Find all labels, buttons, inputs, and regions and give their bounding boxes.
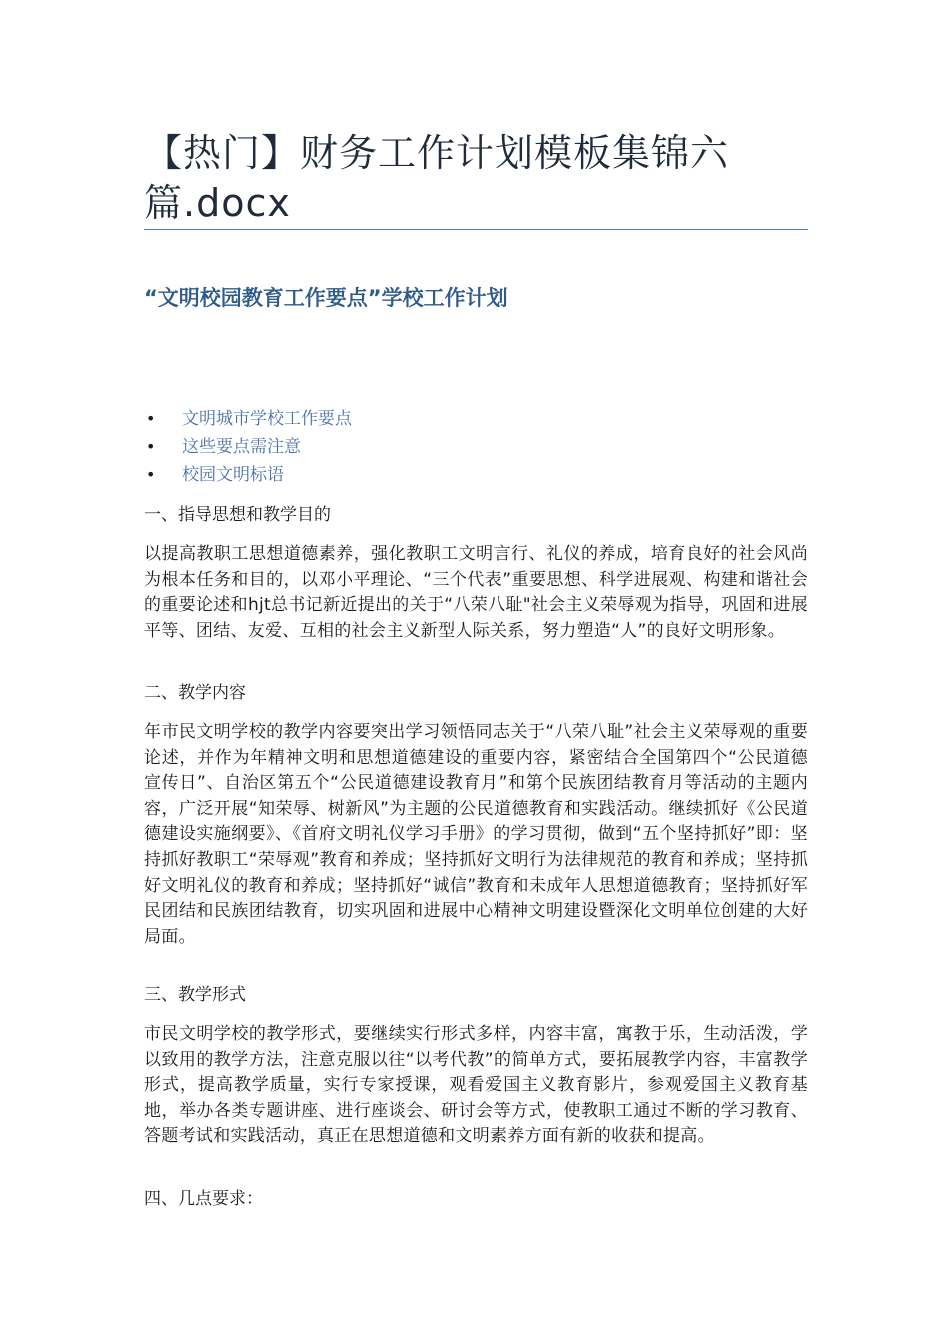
document-subtitle: “文明校园教育工作要点”学校工作计划: [144, 286, 508, 310]
list-item: [144, 461, 352, 489]
section-requirements: [144, 1186, 808, 1212]
document-title: 【热门】财务工作计划模板集锦六篇.docx: [144, 131, 730, 225]
bullet-icon: •: [146, 409, 156, 428]
related-links-list: [144, 405, 352, 489]
section-heading: 一、指导思想和教学目的: [144, 505, 331, 525]
section-heading: 二、教学内容: [144, 683, 246, 703]
related-link[interactable]: 这些要点需注意: [182, 437, 301, 457]
section-heading: 四、几点要求：: [144, 1189, 263, 1209]
list-item: [144, 433, 352, 461]
related-link[interactable]: 校园文明标语: [182, 465, 284, 485]
section-body: 市民文明学校的教学形式，要继续实行形式多样，内容丰富，寓教于乐，生动活泼，学以致用的教学方法，注意克服以往“以考代教”的简单方式，要拓展教学内容，丰富教学形式，提高教学质量，实行专家授课，观看爱国主义教育影片，参观爱国主义教育基地，举办各类专题讲座、进行座谈会、研讨会等方式，使教职工通过不断的学习教育、答题考试和实践活动，真正在思想道德和文明素养方面有新的收获和提高。: [144, 1024, 808, 1147]
bullet-icon: •: [146, 465, 156, 484]
bullet-icon: •: [146, 437, 156, 456]
section-guiding-ideology: [144, 502, 808, 644]
section-body: 年市民文明学校的教学内容要突出学习领悟同志关于“八荣八耻”社会主义荣辱观的重要论述，并作为年精神文明和思想道德建设的重要内容，紧密结合全国第四个“公民道德宣传日”、自治区第五个“公民道德建设教育月”和第个民族团结教育月等活动的主题内容，广泛开展“知荣辱、树新风”为主题的公民道德教育和实践活动。继续抓好《公民道德建设实施纲要》、《首府文明礼仪学习手册》的学习贯彻，做到“五个坚持抓好”即：坚持抓好教职工“荣辱观”教育和养成；坚持抓好文明行为法律规范的教育和养成；坚持抓好文明礼仪的教育和养成；坚持抓好“诚信”教育和未成年人思想道德教育；坚持抓好军民团结和民族团结教育，切实巩固和进展中心精神文明建设暨深化文明单位创建的大好局面。: [144, 722, 808, 947]
related-link[interactable]: 文明城市学校工作要点: [182, 409, 352, 429]
section-teaching-content: [144, 680, 808, 950]
title-divider: [144, 229, 808, 230]
section-body: 以提高教职工思想道德素养，强化教职工文明言行、礼仪的养成，培育良好的社会风尚为根本任务和目的，以邓小平理论、“三个代表”重要思想、科学进展观、构建和谐社会的重要论述和hjt总书记新近提出的关于“八荣八耻"社会主义荣辱观为指导，巩固和进展平等、团结、友爱、互相的社会主义新型人际关系，努力塑造“人”的良好文明形象。: [144, 544, 808, 641]
list-item: [144, 405, 352, 433]
section-teaching-form: [144, 982, 808, 1150]
section-heading: 三、教学形式: [144, 985, 246, 1005]
